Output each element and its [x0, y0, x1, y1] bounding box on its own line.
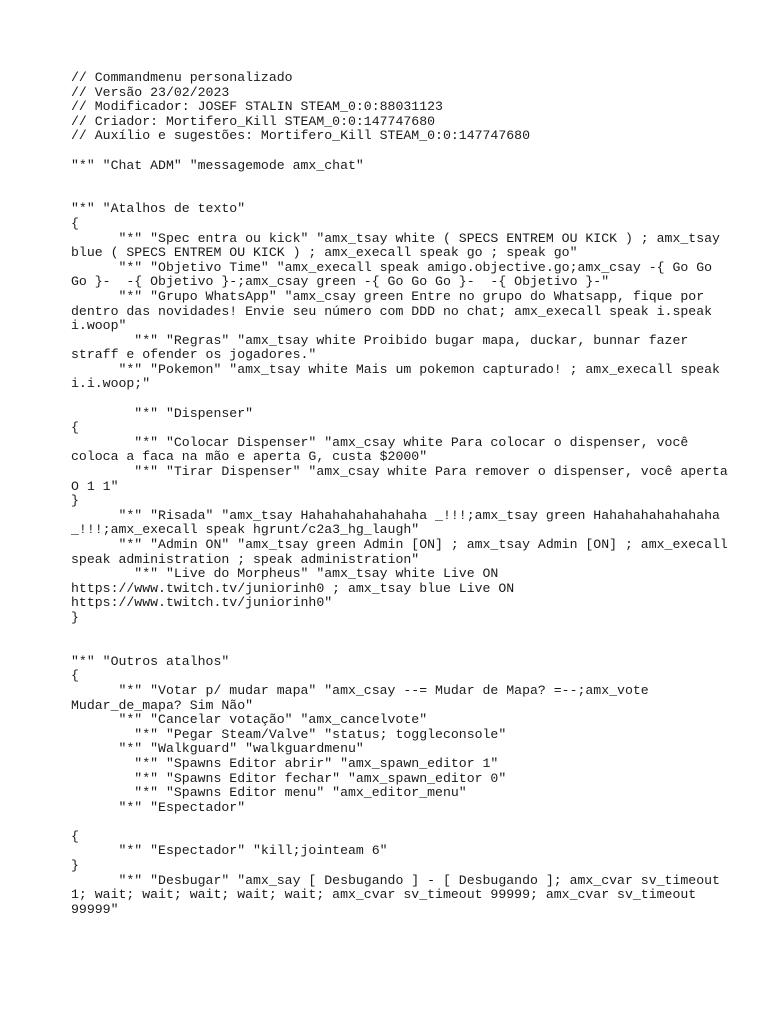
document-line: "*" "Walkguard" "walkguardmenu"	[71, 741, 364, 757]
document-line: "*" "Admin ON" "amx_tsay green Admin [ON] ; amx_tsay Admin [ON] ; amx_execall	[71, 537, 728, 552]
document-line: straff e ofender os jogadores."	[71, 347, 317, 363]
document-line: }	[71, 858, 79, 874]
document-line: "*" "Pegar Steam/Valve" "status; toggleconsole"	[71, 726, 507, 742]
document-line: "*" "Desbugar" "amx_say [ Desbugando ] - [ Desbugando ]; amx_cvar sv_timeout	[71, 872, 720, 888]
document-line: }	[71, 493, 79, 509]
document-line: i.woop"	[71, 318, 127, 334]
document-line: "*" "Spawns Editor abrir" "amx_spawn_editor 1"	[71, 755, 499, 771]
document-line: {	[71, 668, 79, 684]
document-line: }	[71, 609, 79, 625]
document-line: {	[71, 828, 79, 844]
document-line: "*" "Spec entra ou kick" "amx_tsay white ( SPECS ENTREM OU KICK ) ; amx_tsay	[71, 230, 720, 246]
document-line: "*" "Spawns Editor menu" "amx_editor_menu"	[71, 785, 467, 801]
document-line: // Auxílio e sugestões: Mortifero_Kill STEAM_0:0:147747680	[71, 128, 530, 144]
document-line: "*" "Spawns Editor fechar" "amx_spawn_editor 0"	[71, 770, 507, 786]
document-line: 99999"	[71, 901, 119, 917]
document-line: "*" "Espectador" "kill;jointeam 6"	[71, 843, 388, 859]
document-line: Go }- -{ Objetivo }-;amx_csay green -{ Go Go Go }- -{ Objetivo }-"	[71, 274, 610, 290]
document-line: "*" "Atalhos de texto"	[71, 201, 246, 217]
document-line: "*" "Objetivo Time" "amx_execall speak amigo.objective.go;amx_csay -{ Go Go	[71, 259, 713, 275]
document-line: "*" "Grupo WhatsApp" "amx_csay green Entre no grupo do Whatsapp, fique por	[71, 288, 705, 304]
document-line	[71, 626, 701, 641]
document-line: 1; wait; wait; wait; wait; wait; amx_cvar sv_timeout 99999; amx_cvar sv_timeout	[71, 887, 697, 903]
document-line: https://www.twitch.tv/juniorinh0 ; amx_tsay blue Live ON	[71, 580, 515, 596]
document-line: "*" "Pokemon" "amx_tsay white Mais um pokemon capturado! ; amx_execall speak	[71, 361, 720, 377]
document-line: "*" "Espectador"	[71, 799, 246, 815]
document-line	[71, 640, 701, 655]
document-line: // Commandmenu personalizado	[71, 70, 293, 85]
document-line: speak administration ; speak administration"	[71, 551, 420, 567]
document-line: "*" "Colocar Dispenser" "amx_csay white Para colocar o dispenser, você	[71, 434, 689, 450]
document-line: _!!!;amx_execall speak hgrunt/c2a3_hg_laugh"	[71, 522, 420, 538]
document-line: "*" "Dispenser"	[71, 405, 254, 421]
document-line: blue ( SPECS ENTREM OU KICK ) ; amx_execall speak go ; speak go"	[71, 245, 578, 261]
document-line: // Versão 23/02/2023	[71, 84, 230, 100]
document-line: {	[71, 420, 79, 436]
document-line	[71, 144, 701, 159]
document-line	[71, 188, 701, 203]
document-line: i.i.woop;"	[71, 376, 151, 392]
document-line: https://www.twitch.tv/juniorinh0"	[71, 595, 333, 611]
document-line: O 1 1"	[71, 478, 119, 494]
document-line: // Modificador: JOSEF STALIN STEAM_0:0:88031123	[71, 99, 443, 115]
document-line: "*" "Cancelar votação" "amx_cancelvote"	[71, 712, 428, 728]
document-line: "*" "Regras" "amx_tsay white Proibido bugar mapa, duckar, bunnar fazer	[71, 332, 689, 348]
document-line	[71, 815, 701, 830]
document-line: "*" "Live do Morpheus" "amx_tsay white Live ON	[71, 566, 499, 582]
document-line: "*" "Risada" "amx_tsay Hahahahahahahaha _!!!;amx_tsay green Hahahahahahahaha	[71, 507, 720, 523]
document-line	[71, 173, 701, 188]
document-line: "*" "Tirar Dispenser" "amx_csay white Para remover o dispenser, você aperta	[71, 464, 728, 480]
document-line: Mudar_de_mapa? Sim Não"	[71, 697, 254, 713]
document-line: "*" "Outros atalhos"	[71, 653, 230, 669]
document-line: dentro das novidades! Envie seu número com DDD no chat; amx_execall speak i.speak	[71, 303, 713, 319]
document-line: "*" "Votar p/ mudar mapa" "amx_csay --= Mudar de Mapa? =--;amx_vote	[71, 682, 649, 698]
document-line: "*" "Chat ADM" "messagemode amx_chat"	[71, 157, 364, 173]
document-line	[71, 392, 701, 407]
document-line: coloca a faca na mão e aperta G, custa $2000"	[71, 449, 428, 465]
document-line: {	[71, 215, 79, 231]
document-body	[71, 70, 728, 917]
document-line: // Criador: Mortifero_Kill STEAM_0:0:147747680	[71, 113, 436, 129]
